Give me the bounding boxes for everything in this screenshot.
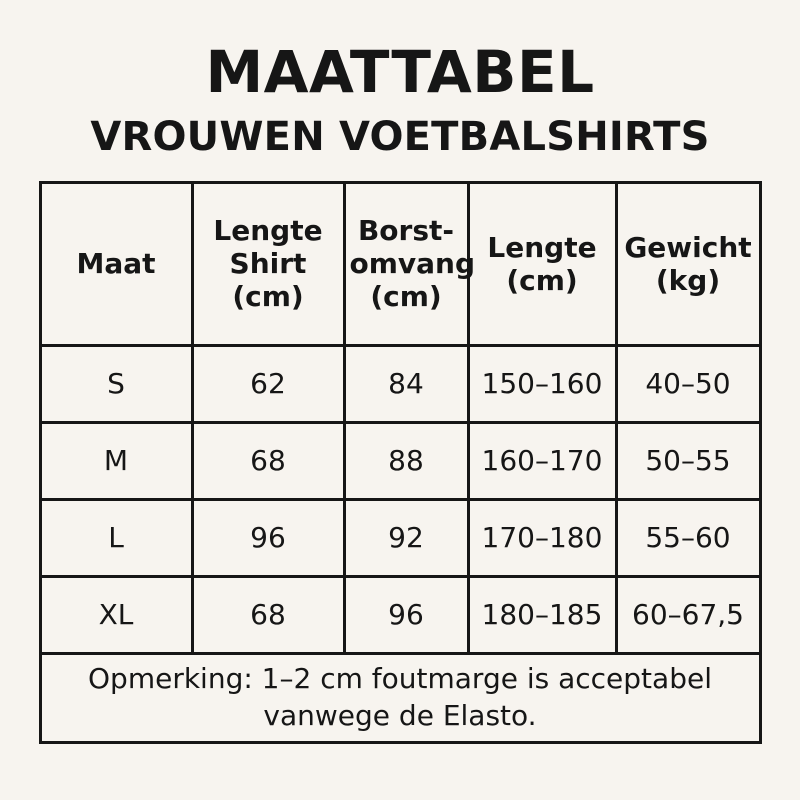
cell-chest: 92 bbox=[344, 499, 468, 576]
column-header-line: (cm) bbox=[232, 280, 304, 314]
table-note-row bbox=[40, 653, 760, 742]
cell-size: XL bbox=[40, 576, 192, 653]
column-header-line: Lengte bbox=[213, 214, 323, 248]
cell-weight: 60–67,5 bbox=[616, 576, 760, 653]
note-cell bbox=[40, 653, 760, 742]
table-row bbox=[40, 422, 760, 499]
table-row bbox=[40, 576, 760, 653]
column-header-gewicht bbox=[616, 182, 760, 345]
column-header-line: Borst- bbox=[357, 214, 455, 248]
cell-size: M bbox=[40, 422, 192, 499]
column-header-borstomvang bbox=[344, 182, 476, 345]
cell-size: S bbox=[40, 345, 192, 422]
cell-shirt-length: 68 bbox=[192, 576, 344, 653]
cell-height: 180–185 bbox=[468, 576, 616, 653]
cell-weight: 40–50 bbox=[616, 345, 760, 422]
column-header-line: Shirt bbox=[229, 247, 307, 281]
column-header-line: (cm) bbox=[506, 263, 578, 297]
table-body bbox=[40, 345, 760, 742]
cell-shirt-length: 68 bbox=[192, 422, 344, 499]
page-title: MAATTABEL bbox=[205, 38, 595, 106]
cell-chest: 88 bbox=[344, 422, 468, 499]
column-header-line: Maat bbox=[76, 247, 156, 281]
table-row bbox=[40, 345, 760, 422]
cell-height: 150–160 bbox=[468, 345, 616, 422]
note-line: Opmerking: 1–2 cm foutmarge is acceptabel bbox=[88, 661, 712, 695]
cell-height: 160–170 bbox=[468, 422, 616, 499]
cell-shirt-length: 96 bbox=[192, 499, 344, 576]
cell-weight: 50–55 bbox=[616, 422, 760, 499]
column-header-lengte bbox=[468, 182, 616, 345]
table-header bbox=[40, 182, 760, 345]
cell-height: 170–180 bbox=[468, 499, 616, 576]
column-header-line: omvang bbox=[349, 247, 476, 281]
cell-chest: 84 bbox=[344, 345, 468, 422]
cell-shirt-length: 62 bbox=[192, 345, 344, 422]
size-table bbox=[39, 181, 762, 744]
cell-weight: 55–60 bbox=[616, 499, 760, 576]
column-header-maat bbox=[40, 182, 192, 345]
column-header-line: Lengte bbox=[487, 230, 597, 264]
note-line: vanwege de Elasto. bbox=[263, 698, 537, 732]
page-subtitle: VROUWEN VOETBALSHIRTS bbox=[90, 113, 710, 160]
column-header-line: (cm) bbox=[370, 280, 442, 314]
column-header-line: Gewicht bbox=[624, 230, 752, 264]
table-header-row bbox=[40, 182, 760, 345]
table-row bbox=[40, 499, 760, 576]
column-header-lengte-shirt bbox=[192, 182, 344, 345]
cell-size: L bbox=[40, 499, 192, 576]
column-header-line: (kg) bbox=[655, 263, 721, 297]
cell-chest: 96 bbox=[344, 576, 468, 653]
